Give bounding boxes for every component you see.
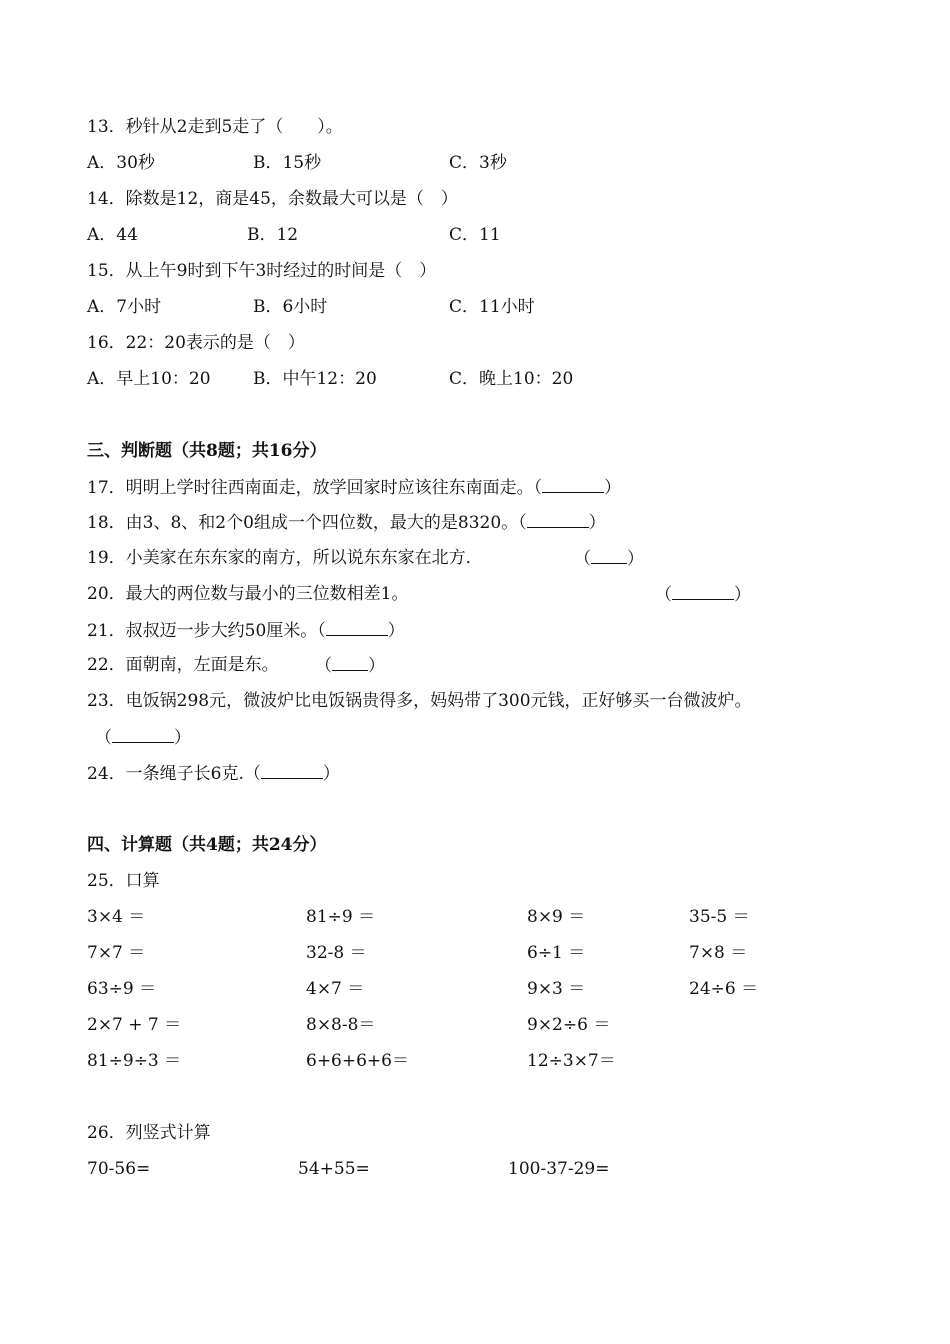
question-23-answer xyxy=(95,726,191,749)
question-23-text: 23．电饭锅298元，微波炉比电饭锅贵得多，妈妈带了300元钱，正好够买一台微波炉。 xyxy=(87,691,752,711)
oral-item: 6+6+6+6＝ xyxy=(306,1051,409,1071)
question-13: 13．秒针从2走到5走了（ ）。 xyxy=(87,117,343,137)
question-21 xyxy=(87,619,405,642)
question-23-open: （ xyxy=(95,728,112,748)
question-19-answer xyxy=(574,547,644,570)
vertical-calc-item: 70-56= xyxy=(87,1159,151,1179)
question-17-text: 17．明明上学时往西南面走，放学回家时应该往东南面走。（ xyxy=(87,478,543,498)
question-24-close: ） xyxy=(322,764,340,784)
question-24-text: 24．一条绳子长6克.（ xyxy=(87,764,261,784)
question-19-close: ） xyxy=(627,549,644,569)
question-23-close: ） xyxy=(174,728,191,748)
option-14-c: C．11 xyxy=(449,225,501,245)
answer-blank-22[interactable] xyxy=(332,654,368,671)
question-26-title: 26．列竖式计算 xyxy=(87,1123,211,1143)
question-20-open: （ xyxy=(655,585,672,605)
oral-item: 81÷9 ＝ xyxy=(306,907,376,927)
answer-blank-18[interactable] xyxy=(527,511,589,528)
option-13-a: A．30秒 xyxy=(87,153,155,173)
oral-item: 7×8 ＝ xyxy=(689,943,748,963)
oral-item: 63÷9 ＝ xyxy=(87,979,157,999)
answer-blank-19[interactable] xyxy=(591,547,627,564)
question-22-open: （ xyxy=(315,656,332,676)
question-19-text: 19．小美家在东东家的南方，所以说东东家在北方． xyxy=(87,548,483,568)
vertical-calc-item: 54+55= xyxy=(298,1159,370,1179)
oral-item: 8×9 ＝ xyxy=(527,907,586,927)
answer-blank-21[interactable] xyxy=(326,619,388,636)
section-3-title: 三、判断题（共8题；共16分） xyxy=(87,441,327,461)
answer-blank-20[interactable] xyxy=(672,583,734,600)
oral-item: 9×2÷6 ＝ xyxy=(527,1015,611,1035)
answer-blank-17[interactable] xyxy=(542,476,604,493)
option-16-b: B．中午12：20 xyxy=(253,369,377,389)
question-19 xyxy=(87,547,483,569)
oral-item: 2×7 + 7 ＝ xyxy=(87,1015,182,1035)
oral-item: 12÷3×7＝ xyxy=(527,1051,616,1071)
oral-item: 6÷1 ＝ xyxy=(527,943,586,963)
oral-item: 32-8 ＝ xyxy=(306,943,367,963)
oral-item: 8×8-8＝ xyxy=(306,1015,376,1035)
option-13-c: C．3秒 xyxy=(449,153,507,173)
option-14-b: B．12 xyxy=(247,225,299,245)
section-4-title: 四、计算题（共4题；共24分） xyxy=(87,835,327,855)
oral-item: 4×7 ＝ xyxy=(306,979,365,999)
question-20-close: ） xyxy=(734,585,751,605)
question-20 xyxy=(87,583,408,605)
oral-item: 9×3 ＝ xyxy=(527,979,586,999)
option-16-c: C．晚上10：20 xyxy=(449,369,574,389)
question-18-close: ） xyxy=(588,513,606,533)
option-16-a: A．早上10：20 xyxy=(87,369,211,389)
question-25-title: 25．口算 xyxy=(87,871,160,891)
question-22-close: ） xyxy=(368,656,385,676)
vertical-calc-item: 100-37-29= xyxy=(508,1159,610,1179)
question-21-text: 21．叔叔迈一步大约50厘米。（ xyxy=(87,621,326,641)
answer-blank-24[interactable] xyxy=(261,762,323,779)
question-22 xyxy=(87,654,279,676)
question-24 xyxy=(87,762,340,785)
oral-item: 7×7 ＝ xyxy=(87,943,146,963)
question-21-close: ） xyxy=(387,621,405,641)
oral-item: 3×4 ＝ xyxy=(87,907,146,927)
question-20-text: 20．最大的两位数与最小的三位数相差1。 xyxy=(87,584,409,604)
question-17-close: ） xyxy=(604,478,622,498)
question-22-text: 22．面朝南，左面是东。 xyxy=(87,655,279,675)
question-14: 14．除数是12，商是45，余数最大可以是（ ） xyxy=(87,189,458,209)
question-23 xyxy=(87,690,752,712)
option-13-b: B．15秒 xyxy=(253,153,322,173)
question-18 xyxy=(87,511,606,534)
oral-item: 35-5 ＝ xyxy=(689,907,750,927)
question-15: 15．从上午9时到下午3时经过的时间是（ ） xyxy=(87,261,437,281)
option-14-a: A．44 xyxy=(87,225,138,245)
question-20-answer xyxy=(655,583,751,606)
question-18-text: 18．由3、8、和2个0组成一个四位数，最大的是8320。（ xyxy=(87,513,527,533)
question-19-open: （ xyxy=(574,549,591,569)
oral-item: 81÷9÷3 ＝ xyxy=(87,1051,182,1071)
question-22-answer xyxy=(315,654,385,677)
answer-blank-23[interactable] xyxy=(112,726,174,743)
oral-item: 24÷6 ＝ xyxy=(689,979,759,999)
option-15-c: C．11小时 xyxy=(449,297,535,317)
option-15-b: B．6小时 xyxy=(253,297,328,317)
option-15-a: A．7小时 xyxy=(87,297,162,317)
question-16: 16．22：20表示的是（ ） xyxy=(87,333,305,353)
question-17 xyxy=(87,476,621,499)
